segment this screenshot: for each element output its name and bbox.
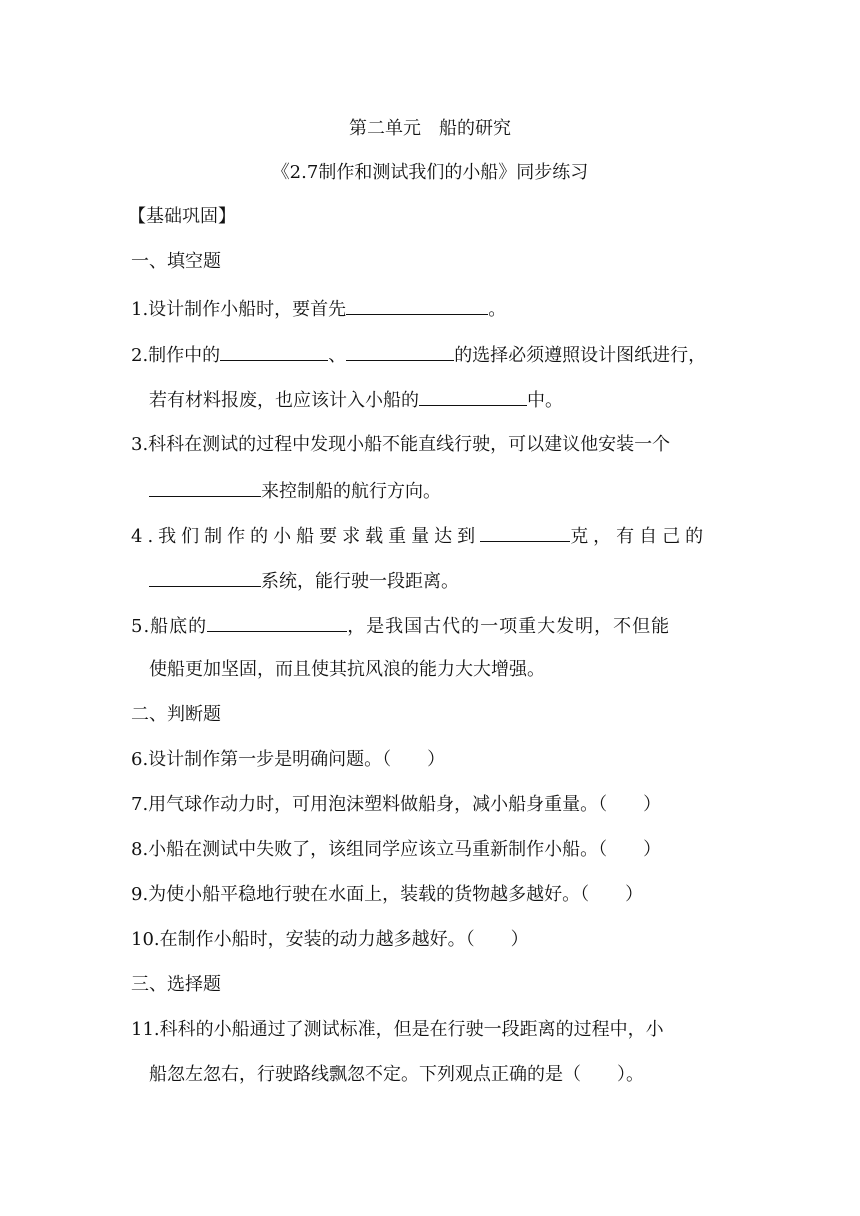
question-2-text: 2.制作中的	[131, 345, 221, 366]
question-3-end: 来控制船的航行方向。	[261, 481, 441, 502]
section-basic-heading: 【基础巩固】	[128, 206, 236, 227]
question-8: 8.小船在测试中失败了，该组同学应该立马重新制作小船。（ ）	[131, 839, 662, 860]
question-2-text-2: 若有材料报废，也应该计入小船的	[149, 390, 419, 411]
answer-blank[interactable]	[207, 613, 347, 632]
question-4-line-2	[149, 568, 459, 594]
question-5-line-2	[149, 658, 545, 682]
question-10: 10.在制作小船时，安装的动力越多越好。（ ）	[131, 929, 529, 950]
lesson-title: 《2.7制作和测试我们的小船》同步练习	[271, 162, 589, 183]
answer-blank[interactable]	[419, 387, 527, 406]
question-1	[131, 296, 506, 322]
question-1-text: 1.设计制作小船时，要首先	[131, 299, 347, 320]
question-11: 11.科科的小船通过了测试标准，但是在行驶一段距离的过程中，小	[131, 1019, 664, 1040]
answer-blank[interactable]	[346, 296, 488, 315]
judge-heading: 二、判断题	[131, 704, 221, 725]
question-2-sep: 、	[328, 345, 347, 366]
question-3	[131, 433, 670, 457]
question-11-line-2: 船忽左忽右，行驶路线飘忽不定。下列观点正确的是（ ）。	[149, 1064, 644, 1085]
answer-blank[interactable]	[346, 342, 454, 361]
question-6: 6.设计制作第一步是明确问题。（ ）	[131, 749, 446, 770]
question-9: 9.为使小船平稳地行驶在水面上，装载的货物越多越好。（ ）	[131, 884, 644, 905]
question-2	[131, 342, 706, 368]
question-5-text-2: 使船更加坚固，而且使其抗风浪的能力大大增强。	[149, 659, 545, 680]
unit-title: 第二单元 船的研究	[349, 118, 511, 139]
answer-blank[interactable]	[149, 568, 261, 587]
answer-blank[interactable]	[149, 478, 261, 497]
answer-blank[interactable]	[480, 523, 570, 542]
question-4-text: 4.我们制作的小船要求载重量达到	[131, 526, 481, 547]
fill-heading: 一、填空题	[131, 251, 221, 272]
question-5-text-cont: ，是我国古代的一项重大发明，不但能	[347, 616, 671, 637]
question-2-line-2	[149, 387, 563, 413]
question-5	[131, 613, 670, 639]
question-4-text-cont: 克，有自己的	[570, 526, 709, 547]
question-5-text: 5.船底的	[131, 616, 208, 637]
question-1-end: 。	[488, 299, 507, 320]
question-3-text: 3.科科在测试的过程中发现小船不能直线行驶，可以建议他安装一个	[131, 434, 671, 455]
question-2-text-cont: 的选择必须遵照设计图纸进行，	[454, 345, 707, 366]
question-4-end: 系统，能行驶一段距离。	[261, 571, 459, 592]
question-7: 7.用气球作动力时，可用泡沫塑料做船身，减小船身重量。（ ）	[131, 794, 662, 815]
question-3-line-2	[149, 478, 441, 504]
question-2-end: 中。	[527, 390, 563, 411]
answer-blank[interactable]	[220, 342, 328, 361]
choice-heading: 三、选择题	[131, 974, 221, 995]
question-4	[131, 523, 708, 549]
